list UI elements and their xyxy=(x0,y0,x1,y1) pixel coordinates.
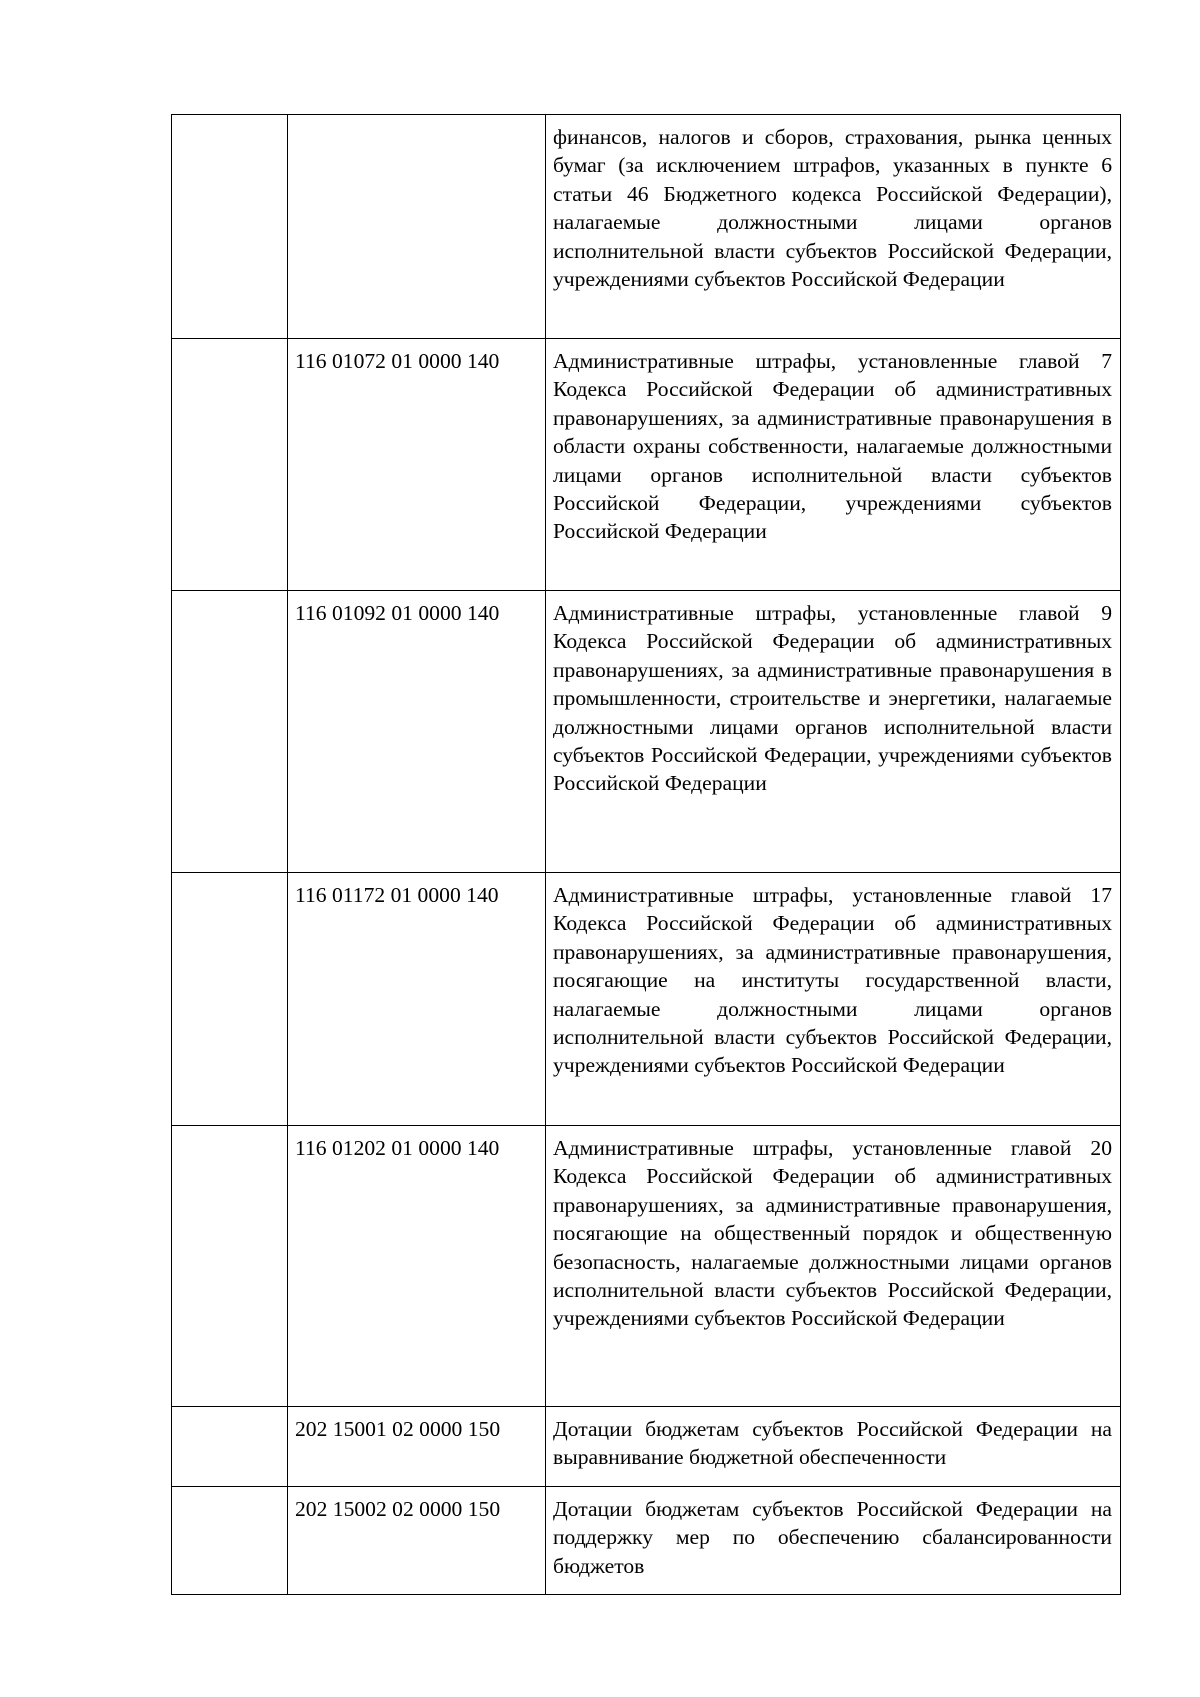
code-cell xyxy=(288,115,546,339)
code-cell: 116 01072 01 0000 140 xyxy=(288,339,546,591)
table-row xyxy=(172,1126,1121,1407)
code-cell: 202 15001 02 0000 150 xyxy=(288,1407,546,1487)
description-cell: Административные штрафы, установленные главой 7 Кодекса Российской Федерации об административных правонарушениях, за административные правонарушения в области охраны собственности, налагаемые должностными лицами органов исполнительной власти субъектов Российской Федерации, учреждениями субъектов Российской Федерации xyxy=(546,339,1121,591)
description-cell: Административные штрафы, установленные главой 20 Кодекса Российской Федерации об административных правонарушениях, за административные правонарушения, посягающие на общественный порядок и общественную безопасность, налагаемые должностными лицами органов исполнительной власти субъектов Российской Федерации, учреждениями субъектов Российской Федерации xyxy=(546,1126,1121,1407)
description-cell: Административные штрафы, установленные главой 17 Кодекса Российской Федерации об административных правонарушениях, за административные правонарушения, посягающие на институты государственной власти, налагаемые должностными лицами органов исполнительной власти субъектов Российской Федерации, учреждениями субъектов Российской Федерации xyxy=(546,873,1121,1126)
description-cell: Дотации бюджетам субъектов Российской Федерации на поддержку мер по обеспечению сбалансированности бюджетов xyxy=(546,1487,1121,1595)
empty-cell xyxy=(172,115,288,339)
code-cell: 116 01172 01 0000 140 xyxy=(288,873,546,1126)
empty-cell xyxy=(172,873,288,1126)
code-cell: 116 01202 01 0000 140 xyxy=(288,1126,546,1407)
description-cell: Административные штрафы, установленные главой 9 Кодекса Российской Федерации об административных правонарушениях, за административные правонарушения в промышленности, строительстве и энергетики, налагаемые должностными лицами органов исполнительной власти субъектов Российской Федерации, учреждениями субъектов Российской Федерации xyxy=(546,591,1121,873)
description-cell: Дотации бюджетам субъектов Российской Федерации на выравнивание бюджетной обеспеченности xyxy=(546,1407,1121,1487)
empty-cell xyxy=(172,1407,288,1487)
revenue-code-table xyxy=(171,114,1121,1595)
code-cell: 202 15002 02 0000 150 xyxy=(288,1487,546,1595)
table-row xyxy=(172,873,1121,1126)
table-row xyxy=(172,115,1121,339)
empty-cell xyxy=(172,1487,288,1595)
code-cell: 116 01092 01 0000 140 xyxy=(288,591,546,873)
table-row xyxy=(172,1407,1121,1487)
table-row xyxy=(172,339,1121,591)
table-row xyxy=(172,1487,1121,1595)
table-row xyxy=(172,591,1121,873)
empty-cell xyxy=(172,591,288,873)
empty-cell xyxy=(172,339,288,591)
description-cell: финансов, налогов и сборов, страхования, рынка ценных бумаг (за исключением штрафов, указанных в пункте 6 статьи 46 Бюджетного кодекса Российской Федерации), налагаемые должностными лицами органов исполнительной власти субъектов Российской Федерации, учреждениями субъектов Российской Федерации xyxy=(546,115,1121,339)
empty-cell xyxy=(172,1126,288,1407)
